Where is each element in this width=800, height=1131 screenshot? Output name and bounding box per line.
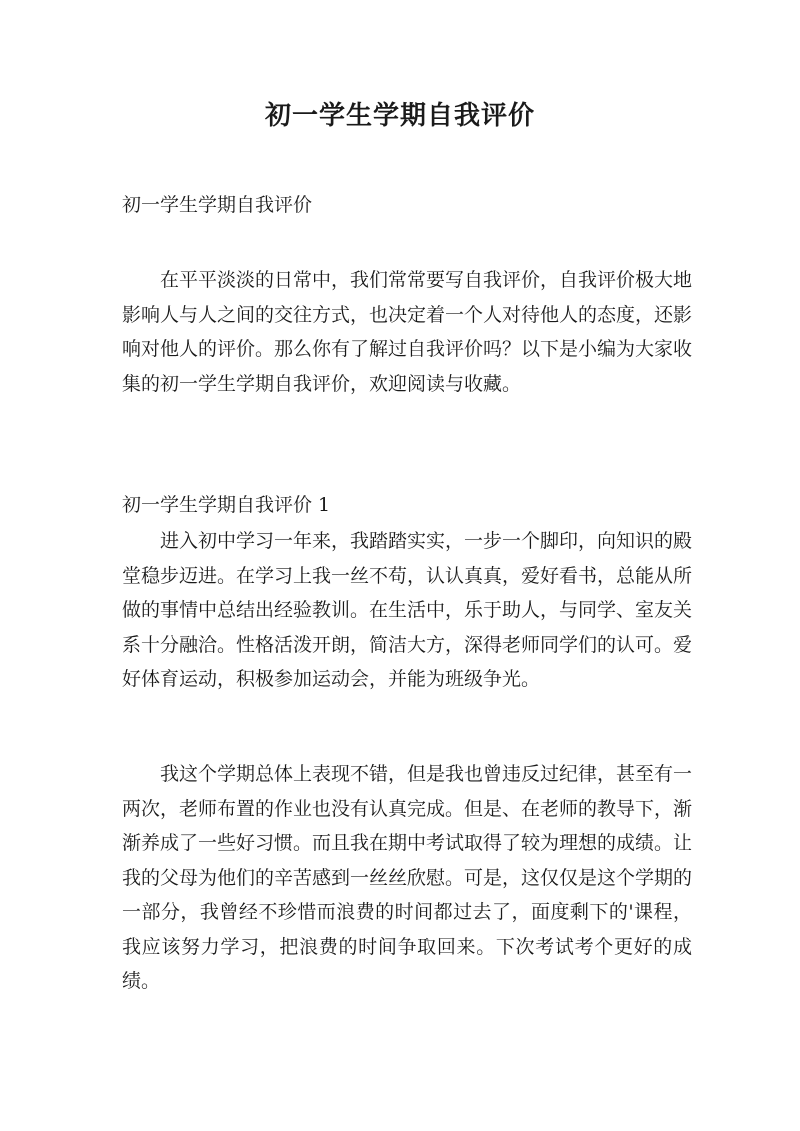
section-heading: 初一学生学期自我评价 1 bbox=[122, 494, 331, 516]
document-subtitle: 初一学生学期自我评价 bbox=[122, 194, 313, 216]
body-paragraph: 我这个学期总体上表现不错，但是我也曾违反过纪律，甚至有一两次，老师布置的作业也没有认真完成。但是、在老师的教导下，渐渐养成了一些好习惯。而且我在期中考试取得了较为理想的成绩。让我的父母为他们的辛苦感到一丝丝欣慰。可是，这仅仅是这个学期的一部分，我曾经不珍惜而浪费的时间都过去了，面度剩下的'课程，我应该努力学习，把浪费的时间争取回来。下次考试考个更好的成绩。 bbox=[122, 763, 693, 992]
document-title: 初一学生学期自我评价 bbox=[264, 101, 535, 131]
intro-paragraph: 在平平淡淡的日常中，我们常常要写自我评价，自我评价极大地影响人与人之间的交往方式，也决定着一个人对待他人的态度，还影响对他人的评价。那么你有了解过自我评价吗？以下是小编为大家收集的初一学生学期自我评价，欢迎阅读与收藏。 bbox=[122, 269, 693, 395]
body-paragraph: 进入初中学习一年来，我踏踏实实，一步一个脚印，向知识的殿堂稳步迈进。在学习上我一丝不苟，认认真真，爱好看书，总能从所做的事情中总结出经验教训。在生活中，乐于助人，与同学、室友关系十分融洽。性格活泼开朗，简洁大方，深得老师同学们的认可。爱好体育运动，积极参加运动会，并能为班级争光。 bbox=[122, 530, 693, 690]
